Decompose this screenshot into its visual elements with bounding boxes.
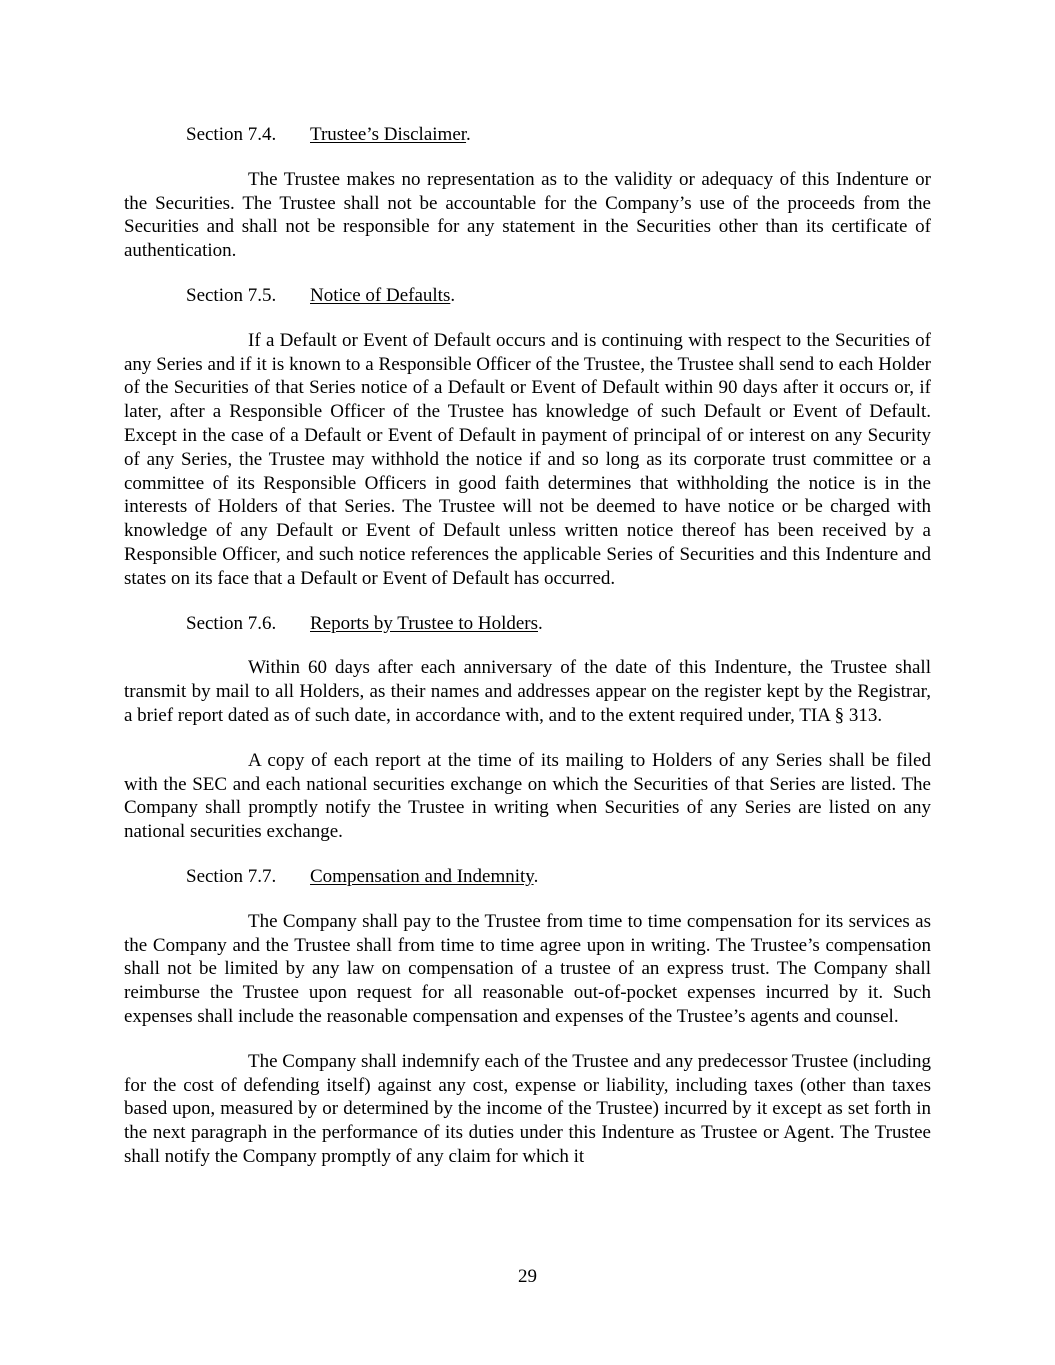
section-number: Section 7.6. (186, 612, 277, 634)
paragraph: The Company shall pay to the Trustee from time to time compensation for its services as the Company and the Trustee shall from time to time agree upon in writing. The Trustee’s compensation shall not be limited by any law on compensation of a trustee of an express trust. The Company shall reimburse the Trustee upon request for all reasonable out-of-pocket expenses incurred by it. Such expenses shall include the reasonable compensation and expenses of the Trustee’s agents and counsel. (124, 910, 931, 1027)
section-heading (124, 123, 931, 147)
section-title: Reports by Trustee to Holders (310, 612, 538, 634)
heading-period: . (533, 865, 539, 887)
section-heading (124, 284, 931, 308)
paragraph: If a Default or Event of Default occurs and is continuing with respect to the Securities of any Series and if it is known to a Responsible Officer of the Trustee, the Trustee shall send to each Holder of the Securities of that Series notice of a Default or Event of Default within 90 days after it occurs or, if later, after a Responsible Officer of the Trustee has knowledge of such Default or Event of Default. Except in the case of a Default or Event of Default in payment of principal of or interest on any Security of any Series, the Trustee may withhold the notice if and so long as its corporate trust committee or a committee of its Responsible Officers in good faith determines that withholding the notice is in the interests of Holders of that Series. The Trustee will not be deemed to have notice or be charged with knowledge of any Default or Event of Default unless written notice thereof has been received by a Responsible Officer, and such notice references the applicable Series of Securities and this Indenture and states on its face that a Default or Event of Default has occurred. (124, 329, 931, 589)
section-heading (124, 865, 931, 889)
heading-period: . (538, 612, 543, 634)
section-title: Trustee’s Disclaimer (310, 124, 467, 145)
section-title: Notice of Defaults (310, 284, 451, 306)
document-page (124, 123, 931, 1190)
paragraph: The Trustee makes no representation as to the validity or adequacy of this Indenture or the Securities. The Trustee shall not be accountable for the Company’s use of the proceeds from the Securities and shall not be responsible for any statement in the Securities other than its certificate of authentication. (124, 168, 931, 262)
section-heading (124, 612, 931, 636)
section-number: Section 7.5. (186, 284, 277, 306)
heading-period: . (450, 284, 456, 306)
section-title: Compensation and Indemnity (310, 865, 534, 887)
section-number: Section 7.4. (186, 124, 277, 145)
heading-period: . (466, 124, 471, 145)
section-number: Section 7.7. (186, 865, 277, 887)
paragraph: Within 60 days after each anniversary of the date of this Indenture, the Trustee shall transmit by mail to all Holders, as their names and addresses appear on the register kept by the Registrar, a brief report dated as of such date, in accordance with, and to the extent required under, TIA § 313. (124, 657, 931, 726)
paragraph: The Company shall indemnify each of the Trustee and any predecessor Trustee (including for the cost of defending itself) against any cost, expense or liability, including taxes (other than taxes based upon, measured by or determined by the income of the Trustee) incurred by it except as set forth in the next paragraph in the performance of its duties under this Indenture as Trustee or Agent. The Trustee shall notify the Company promptly of any claim for which it (124, 1050, 931, 1167)
paragraph: A copy of each report at the time of its mailing to Holders of any Series shall be filed with the SEC and each national securities exchange on which the Securities of that Series are listed. The Company shall promptly notify the Trustee in writing when Securities of any Series are listed on any national securities exchange. (124, 749, 931, 843)
page-number: 29 (518, 1266, 537, 1287)
